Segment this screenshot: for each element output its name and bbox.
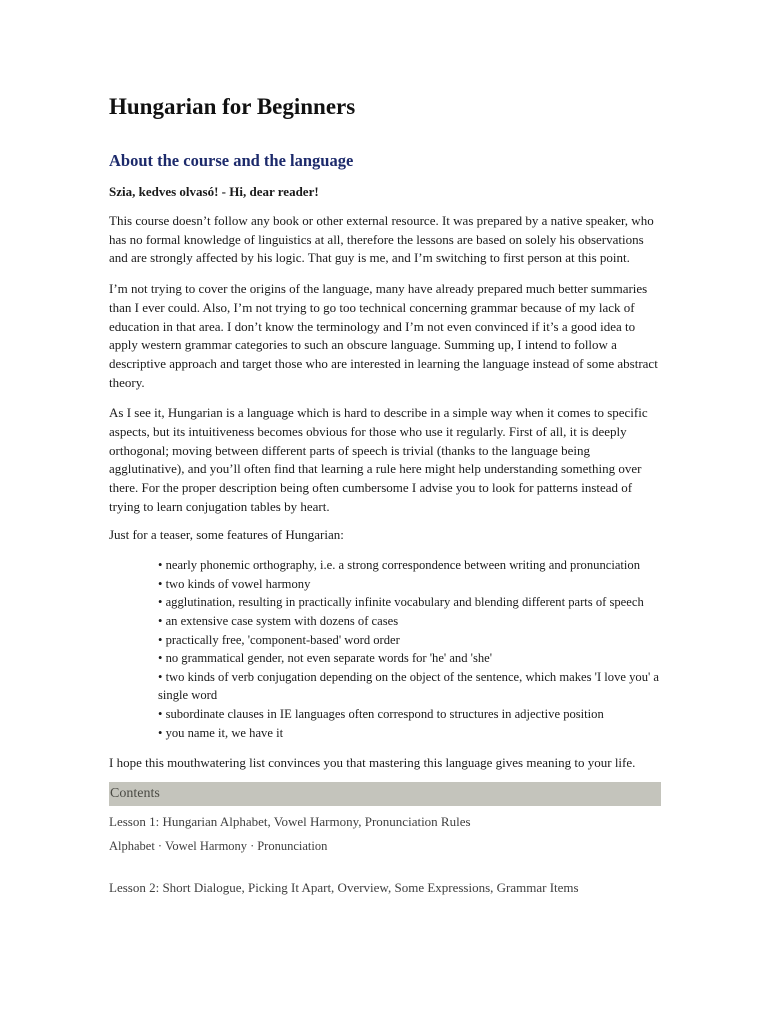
- list-item: • agglutination, resulting in practically infinite vocabulary and blending different parts of speech: [158, 593, 661, 612]
- page-title: Hungarian for Beginners: [109, 94, 356, 119]
- greeting-line: Szia, kedves olvasó! - Hi, dear reader!: [109, 184, 319, 199]
- list-item: • practically free, 'component-based' word order: [158, 631, 661, 650]
- document-page: [109, 93, 661, 896]
- subtopic-vowel-harmony-link[interactable]: Vowel Harmony: [165, 838, 248, 853]
- teaser-intro: Just for a teaser, some features of Hungarian:: [109, 526, 344, 542]
- closing-paragraph: I hope this mouthwatering list convinces you that mastering this language gives meaning to your life.: [109, 755, 636, 771]
- list-item: • subordinate clauses in IE languages often correspond to structures in adjective position: [158, 705, 661, 724]
- lesson-2-link[interactable]: Lesson 2: Short Dialogue, Picking It Apart, Overview, Some Expressions, Grammar Items: [109, 879, 579, 895]
- intro-paragraph: This course doesn’t follow any book or other external resource. It was prepared by a native speaker, who has no formal knowledge of linguistics at all, therefore the lessons are based on solely his observations and are strongly affected by his logic. That guy is me, and I’m switching to first person at this point.: [109, 213, 654, 266]
- features-list: [158, 556, 661, 742]
- contents-header: Contents: [109, 782, 661, 806]
- list-item: • no grammatical gender, not even separate words for 'he' and 'she': [158, 649, 661, 668]
- list-item: • nearly phonemic orthography, i.e. a strong correspondence between writing and pronunciation: [158, 556, 661, 575]
- section-heading: About the course and the language: [109, 151, 354, 170]
- list-item: • you name it, we have it: [158, 724, 661, 743]
- overview-paragraph: As I see it, Hungarian is a language which is hard to describe in a simple way when it comes to specific aspects, but its intuitiveness becomes obvious for those who use it regularly. First of all, it is deeply orthogonal; moving between different parts of speech is trivial (thanks to the language being agglutinative), and you’ll often find that learning a rule here might help understanding something over there. For the proper description being often cumbersome I advise you to look for patterns instead of trying to learn conjugation tables by heart.: [109, 405, 648, 514]
- list-item: • two kinds of verb conjugation depending on the object of the sentence, which makes 'I love you' a single word: [158, 668, 661, 705]
- lesson-1-link[interactable]: Lesson 1: Hungarian Alphabet, Vowel Harmony, Pronunciation Rules: [109, 813, 471, 829]
- list-item: • an extensive case system with dozens of cases: [158, 612, 661, 631]
- subtopic-alphabet-link[interactable]: Alphabet: [109, 838, 155, 853]
- subtopic-pronunciation-link[interactable]: Pronunciation: [257, 838, 328, 853]
- separator: ·: [250, 838, 255, 853]
- list-item: • two kinds of vowel harmony: [158, 575, 661, 594]
- separator: ·: [157, 838, 162, 853]
- lesson-1-subtopics: [109, 838, 661, 854]
- scope-paragraph: I’m not trying to cover the origins of the language, many have already prepared much better summaries than I ever could. Also, I’m not trying to go too technical concerning grammar because of my lack of education in that area. I don’t know the terminology and I’m not even convinced if it’s a good idea to apply western grammar categories to such an obscure language. Summing up, I intend to follow a descriptive approach and target those who are interested in learning the language instead of some abstract theory.: [109, 281, 658, 390]
